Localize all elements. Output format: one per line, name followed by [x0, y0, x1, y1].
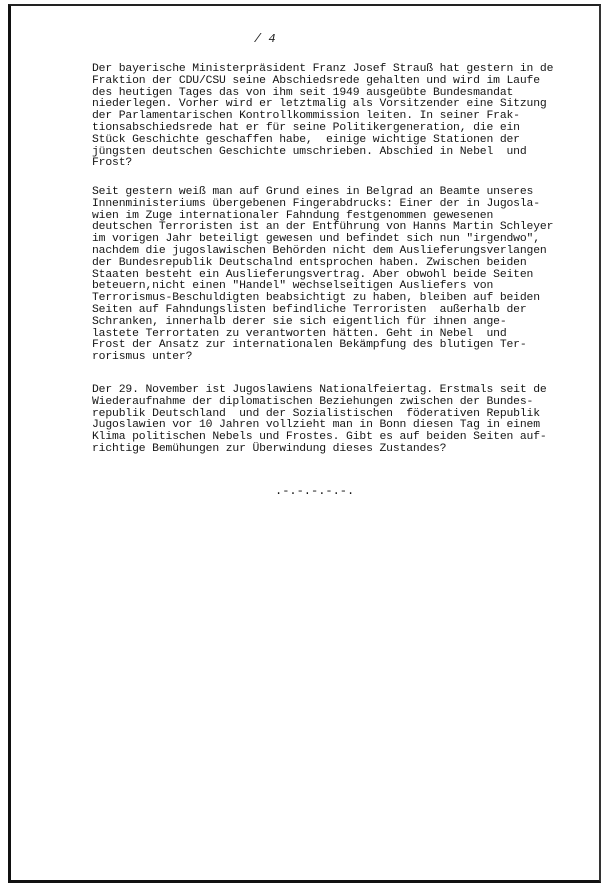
- section-separator: .-.-.-.-.-.: [275, 484, 355, 498]
- paragraph-yugoslavia-national-day: Der 29. November ist Jugoslawiens Nationalfeiertag. Erstmals seit de Wiederaufnahme der diplomatischen Beziehungen zwischen der Bundes- republik Deutschland und der Sozialistischen föderativen Republik Jugoslawien vor 10 Jahren vollzieht man in Bonn diesen Tag in einem Klima politischen Nebels und Frostes. Gibt es auf beiden Seiten auf- richtige Bemühungen zur Überwindung dieses Zustandes?: [92, 384, 547, 455]
- page-number: / 4: [254, 32, 276, 46]
- paragraph-strauss-farewell: Der bayerische Ministerpräsident Franz Josef Strauß hat gestern in de Fraktion der CDU/CSU seine Abschiedsrede gehalten und wird im Laufe des heutigen Tages das von ihm seit 1949 ausgeübte Bundesmandat niederlegen. Vorher wird er letztmalig als Vorsitzender eine Sitzung der Parlamentarischen Kontrollkommission leiten. In seiner Frak- tionsabschiedsrede hat er für seine Politikergeneration, die ein Stück Geschichte geschaffen habe, einige wichtige Stationen der jüngsten deutschen Geschichte umschrieben. Abschied in Nebel und Frost?: [92, 63, 554, 170]
- paragraph-terrorist-extradition: Seit gestern weiß man auf Grund eines in Belgrad an Beamte unseres Innenministeriums übergebenen Fingerabdrucks: Einer der in Jugosla- wien im Zuge internationaler Fahndung festgenommen gewesenen deutschen Terroristen ist an der Entführung von Hanns Martin Schleyer im vorigen Jahr beteiligt gewesen und befindet sich nun "irgendwo", nachdem die jugoslawischen Behörden nicht dem Auslieferungsverlangen der Bundesrepublik Deutschalnd entsprochen haben. Zwischen beiden Staaten besteht ein Auslieferungsvertrag. Aber obwohl beide Seiten beteuern,nicht einen "Handel" wechselseitigen Ausliefers von Terrorismus-Beschuldigten beabsichtigt zu haben, bleiben auf beiden Seiten auf Fahndungslisten befindliche Terroristen außerhalb der Schranken, innerhalb derer sie sich eigentlich für ihnen ange- lastete Terrortaten zu verantworten hätten. Geht in Nebel und Frost der Ansatz zur internationalen Bekämpfung des blutigen Ter- rorismus unter?: [92, 186, 554, 364]
